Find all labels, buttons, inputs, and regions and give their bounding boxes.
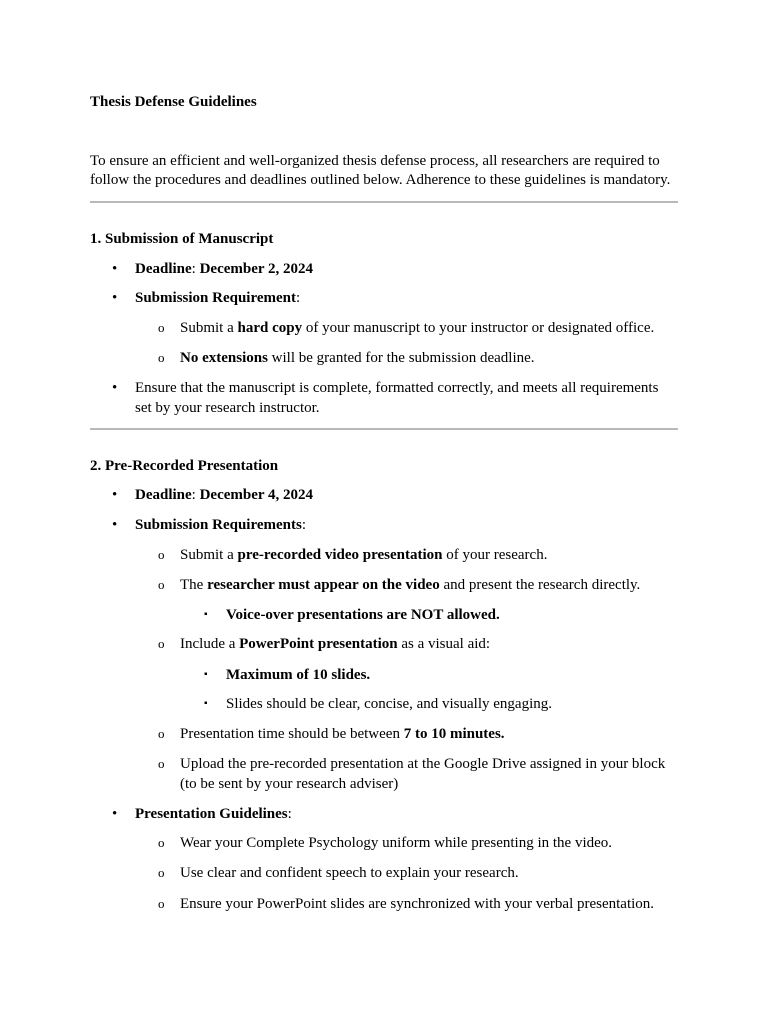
- sub-bullet-marker: o: [158, 320, 165, 335]
- s2-guideline-speech: Use clear and confident speech to explain your research.: [180, 865, 519, 881]
- sub-bullet-marker: o: [158, 865, 165, 880]
- divider: [90, 201, 678, 203]
- intro-line-2: follow the procedures and deadlines outlined below. Adherence to these guidelines is mandatory.: [90, 172, 671, 188]
- emphasis: researcher must appear on the video: [207, 577, 440, 593]
- s2-guideline-uniform: Wear your Complete Psychology uniform while presenting in the video.: [180, 835, 613, 851]
- colon: :: [287, 806, 292, 822]
- section-2-heading: 2. Pre-Recorded Presentation: [90, 458, 279, 474]
- intro-line-1: To ensure an efficient and well-organized thesis defense process, all researchers are required to: [90, 153, 660, 169]
- s2-sub-item-powerpoint: [180, 634, 490, 654]
- emphasis: hard copy: [237, 320, 303, 336]
- colon: :: [191, 261, 200, 277]
- sub-bullet-marker: o: [158, 896, 165, 911]
- sub-bullet-marker: o: [158, 726, 165, 741]
- text: will be granted for the submission deadline.: [267, 350, 535, 366]
- s1-ensure-line-1: Ensure that the manuscript is complete, formatted correctly, and meets all requirements: [135, 380, 659, 396]
- s2-voice-over-note: Voice-over presentations are NOT allowed.: [226, 607, 500, 623]
- s1-ensure-line-2: set by your research instructor.: [135, 400, 320, 416]
- sub-bullet-marker: o: [158, 835, 165, 850]
- document-title: Thesis Defense Guidelines: [90, 94, 257, 110]
- square-bullet-marker: ▪: [204, 609, 208, 620]
- s2-upload-line-2: (to be sent by your research adviser): [180, 776, 399, 792]
- deadline-value: December 4, 2024: [199, 487, 314, 503]
- guidelines-label: Presentation Guidelines: [135, 806, 288, 822]
- text: Submit a: [180, 547, 238, 563]
- s1-sub-item-no-extensions: [180, 348, 535, 368]
- deadline-label: Deadline: [135, 487, 192, 503]
- text: of your research.: [442, 547, 548, 563]
- s1-requirement-item: [135, 288, 300, 308]
- s2-sub-item-time: [180, 724, 505, 744]
- text: Submit a: [180, 320, 238, 336]
- s2-sub-item-video: [180, 545, 547, 565]
- bullet-marker: •: [112, 261, 118, 277]
- deadline-value: December 2, 2024: [199, 261, 314, 277]
- colon: :: [296, 290, 301, 306]
- sub-bullet-marker: o: [158, 577, 165, 592]
- emphasis: pre-recorded video presentation: [237, 547, 443, 563]
- divider: [90, 428, 678, 430]
- s2-slides-quality-note: Slides should be clear, concise, and visually engaging.: [226, 696, 552, 712]
- emphasis: PowerPoint presentation: [239, 636, 398, 652]
- emphasis: 7 to 10 minutes.: [403, 726, 505, 742]
- s2-deadline-item: [135, 485, 313, 505]
- colon: :: [191, 487, 200, 503]
- bullet-marker: •: [112, 806, 118, 822]
- text: Include a: [180, 636, 240, 652]
- bullet-marker: •: [112, 517, 118, 533]
- sub-bullet-marker: o: [158, 636, 165, 651]
- s1-sub-item-hard-copy: [180, 318, 654, 338]
- bullet-marker: •: [112, 290, 118, 306]
- s2-requirements-item: [135, 515, 306, 535]
- sub-bullet-marker: o: [158, 756, 165, 771]
- text: The: [180, 577, 208, 593]
- text: as a visual aid:: [397, 636, 491, 652]
- s2-upload-line-1: Upload the pre-recorded presentation at the Google Drive assigned in your block: [180, 756, 666, 772]
- square-bullet-marker: ▪: [204, 669, 208, 680]
- section-1-heading: 1. Submission of Manuscript: [90, 231, 274, 247]
- s2-sub-item-appear: [180, 575, 640, 595]
- square-bullet-marker: ▪: [204, 698, 208, 709]
- requirements-label: Submission Requirements: [135, 517, 302, 533]
- bullet-marker: •: [112, 380, 118, 396]
- s1-deadline-item: [135, 259, 313, 279]
- text: of your manuscript to your instructor or designated office.: [302, 320, 655, 336]
- emphasis: No extensions: [180, 350, 268, 366]
- requirement-label: Submission Requirement: [135, 290, 297, 306]
- s2-max-slides-note: Maximum of 10 slides.: [226, 667, 371, 683]
- s2-guidelines-item: [135, 804, 292, 824]
- text: Presentation time should be between: [180, 726, 404, 742]
- sub-bullet-marker: o: [158, 350, 165, 365]
- s2-guideline-sync: Ensure your PowerPoint slides are synchronized with your verbal presentation.: [180, 896, 655, 912]
- deadline-label: Deadline: [135, 261, 192, 277]
- text: and present the research directly.: [439, 577, 641, 593]
- bullet-marker: •: [112, 487, 118, 503]
- sub-bullet-marker: o: [158, 547, 165, 562]
- colon: :: [301, 517, 307, 533]
